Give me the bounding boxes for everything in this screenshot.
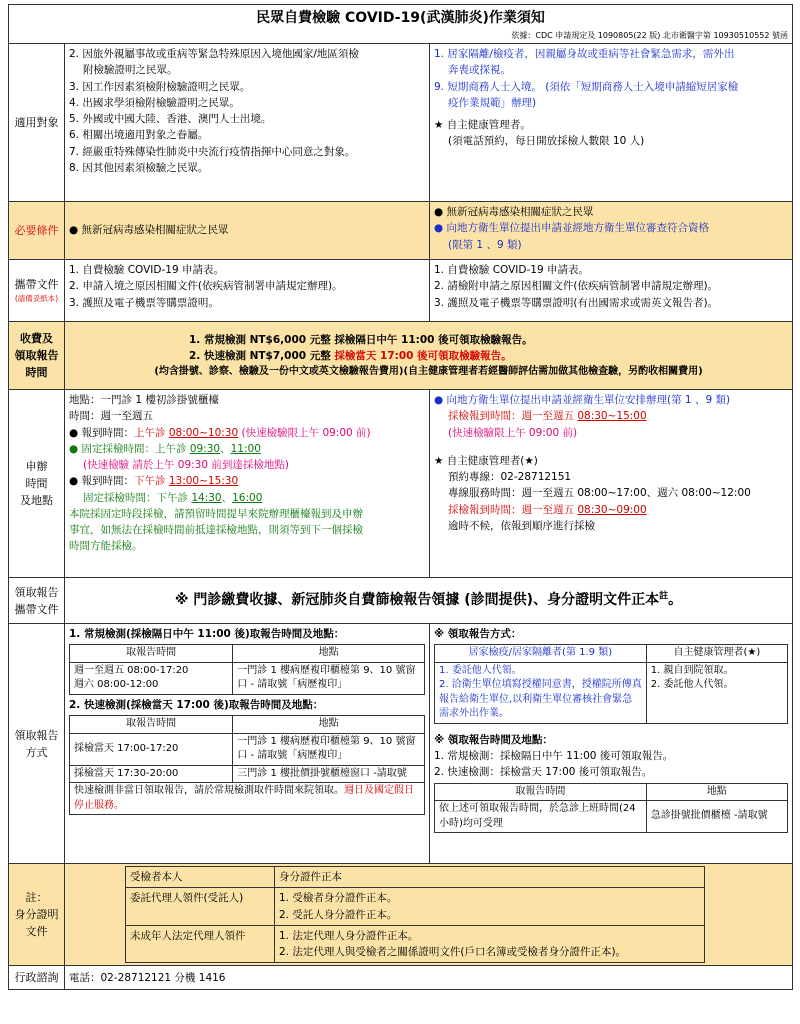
apply-right-report2 xyxy=(434,502,788,518)
fast-time: 採檢當天 17:00-17:20 xyxy=(70,733,233,765)
admin-row xyxy=(9,966,793,990)
apply-right-star: ★ 自主健康管理者(★) xyxy=(434,454,538,467)
applicable-item: 5. 外國或中國大陸、香港、澳門人士出境。 xyxy=(69,113,272,126)
apply-left xyxy=(65,390,430,578)
id-who: 受檢者本人 xyxy=(126,867,275,888)
apply-label: 申辦 xyxy=(25,460,48,473)
applicable-row xyxy=(9,44,793,202)
id-doc: 2. 法定代理人與受檢者之關係證明文件(戶口名簿或受檢者身分證件正本)。 xyxy=(279,946,627,959)
apply-am-report xyxy=(69,425,425,441)
receive-docs-end: 。 xyxy=(668,591,683,608)
receive-docs-label: 領取報告 xyxy=(14,585,59,599)
am-fixed-time-1: 09:30 xyxy=(189,442,221,455)
apply-pm-report xyxy=(69,473,425,489)
fast-note-cell xyxy=(70,783,425,815)
pickup-quarantine-cell xyxy=(435,662,647,723)
conditions-right xyxy=(430,202,793,260)
fast-time: 採檢當天 17:30-20:00 xyxy=(70,765,233,783)
basis-text: 依據：CDC 申請規定及 1090805(22 版) 北市衛醫字第 10930510552 號函 xyxy=(9,30,793,44)
apply-right-line: ● 向地方衛生單位提出申請並經衛生單位安排辦理(第 1 、9 類) xyxy=(434,394,731,407)
er-time: 依上述可領取報告時間，於急診上班時間(24 小時)均可受理 xyxy=(435,801,647,833)
am-report-session: 上午診 xyxy=(134,426,169,439)
method-fast-title: 2. 快速檢測(採檢當天 17:00 後)取報告時間及地點： xyxy=(69,698,324,711)
fees-content xyxy=(65,322,793,390)
applicable-item: 附檢驗證明之民眾。 xyxy=(83,64,178,77)
basis-row xyxy=(9,30,793,44)
apply-am-fixed xyxy=(69,441,425,457)
am-report-fast-note: (快速檢驗限上午 09:00 前) xyxy=(238,426,371,439)
pm-report-time: 13:00~15:30 xyxy=(168,475,239,488)
routine-time: 週六 08:00-12:00 xyxy=(74,679,159,691)
applicable-item: 2. 因旅外親屬事故或重病等緊急特殊原因入境他國家/地區須檢 xyxy=(69,48,359,61)
method-right-fast: 2. 快速檢測：採檢當天 17:00 後可領取報告。 xyxy=(434,766,653,779)
fees-label: 時間 xyxy=(25,366,48,380)
am-fixed-label: ● 固定採檢時間：上午診 xyxy=(69,442,190,455)
routine-table xyxy=(69,644,425,695)
apply-note: 時間方能採檢。 xyxy=(69,540,143,553)
er-col-place: 地點 xyxy=(646,783,787,801)
admin-label: 行政諮詢 xyxy=(9,966,65,990)
applicable-left xyxy=(65,44,430,202)
method-label: 方式 xyxy=(25,745,48,759)
applicable-item-self-health: ★ 自主健康管理者。 xyxy=(434,119,531,132)
method-left xyxy=(65,624,430,864)
applicable-item: 6. 相關出境適用對象之眷屬。 xyxy=(69,129,209,142)
applicable-item: 8. 因其他因素須檢驗之民眾。 xyxy=(69,161,209,174)
applicable-item: 3. 因工作因素須檢附檢驗證明之民眾。 xyxy=(69,80,251,93)
documents-left xyxy=(65,260,430,322)
applicable-right xyxy=(430,44,793,202)
id-doc-cell xyxy=(275,925,705,963)
pm-fixed-label: 固定採檢時間：下午診 xyxy=(83,491,192,504)
fast-note-holiday: 週日及國定假日停止服務。 xyxy=(74,785,414,811)
pm-fixed-time-2: 16:00 xyxy=(232,491,263,504)
fast-place: 一門診 1 樓病歷複印櫃檯第 9、10 號窗口 - 請取號「病歷複印」 xyxy=(233,733,425,765)
id-note-row xyxy=(9,864,793,966)
notice-sheet xyxy=(8,4,792,990)
receive-docs-content xyxy=(65,578,793,624)
page-title: 民眾自費檢驗 COVID-19(武漢肺炎)作業須知 xyxy=(9,5,793,30)
applicable-item-quarantine: 1. 居家隔離/檢疫者，因親屬身故或重病等社會緊急需求，需外出 xyxy=(434,48,735,61)
documents-row xyxy=(9,260,793,322)
fast-place: 三門診 1 樓批價掛號櫃檯窗口 -請取號 xyxy=(233,765,425,783)
right-report-label: 採檢報到時間：週一至週五 xyxy=(448,410,578,423)
fast-note: 快速檢測非當日領取報告，請於常規檢測取件時間來院領取。 xyxy=(74,785,344,797)
id-who: 未成年人法定代理人領件 xyxy=(126,925,275,963)
conditions-item: ● 無新冠病毒感染相關症狀之民眾 xyxy=(434,206,594,219)
id-note-content xyxy=(65,864,793,966)
id-note-label: 文件 xyxy=(25,925,48,939)
am-report-time: 08:00~10:30 xyxy=(168,426,239,439)
fast-col-place: 地點 xyxy=(233,716,425,734)
pickup-s-item: 2. 委託他人代領。 xyxy=(650,679,734,691)
apply-right xyxy=(430,390,793,578)
receive-docs-sup: 註 xyxy=(659,591,669,602)
method-right xyxy=(430,624,793,864)
receive-docs-text: ※ 門診繳費收據、新冠肺炎自費篩檢報告領據 (診間提供)、身分證明文件正本 xyxy=(174,591,660,608)
apply-right-service: 專線服務時間：週一至週五 08:00~17:00、週六 08:00~12:00 xyxy=(448,487,751,500)
applicable-item-self-health-note: (須電話預約，每日開放採檢人數限 10 人) xyxy=(448,135,645,148)
document-item: 2. 請檢附申請之原因相關文件(依疾病管制署申請規定辦理)。 xyxy=(434,280,719,293)
fee-fast xyxy=(69,348,788,364)
fee-fast-price: 2. 快速檢測 NT$7,000 元整 xyxy=(189,349,335,362)
applicable-item-business-cont: 疫作業規範」辦理) xyxy=(448,96,537,109)
id-doc: 1. 法定代理人身分證件正本。 xyxy=(279,929,419,942)
apply-note: 本院採固定時段採檢，請預留時間提早來院辦理櫃檯報到及申辦 xyxy=(69,507,363,520)
applicable-label: 適用對象 xyxy=(9,44,65,202)
fast-table xyxy=(69,715,425,815)
document-item: 3. 護照及電子機票等購票證明(有出國需求或需英文報告者)。 xyxy=(434,296,719,309)
id-doc: 2. 受託人身分證件正本。 xyxy=(279,908,398,921)
receive-docs-label-cell xyxy=(9,578,65,624)
document-item: 3. 護照及電子機票等購票證明。 xyxy=(69,296,219,309)
apply-right-late: 逾時不候，依報到順序進行採檢 xyxy=(448,519,595,532)
apply-time: 時間：週一至週五 xyxy=(69,410,153,423)
fee-fast-report: 採檢當天 17:00 後可領取檢驗報告。 xyxy=(334,349,512,362)
applicable-item-quarantine-cont: 奔喪或探視。 xyxy=(448,64,511,77)
method-row xyxy=(9,624,793,864)
apply-am-fast-note: (快速檢驗 請於上午 09:30 前到達採檢地點) xyxy=(83,459,289,472)
er-table xyxy=(434,783,788,834)
routine-time-cell xyxy=(70,662,233,694)
method-label-cell xyxy=(9,624,65,864)
id-who: 委託代理人領件(受託人) xyxy=(126,888,275,926)
apply-right-phone: 預約專線：02-28712151 xyxy=(448,471,572,484)
apply-label: 時間 xyxy=(25,477,48,491)
pm-report-session: 下午診 xyxy=(134,475,169,488)
id-note-label: 註： xyxy=(25,891,48,905)
conditions-row xyxy=(9,202,793,260)
notice-table xyxy=(8,4,793,990)
id-doc-cell xyxy=(275,888,705,926)
right-report-time: 08:30~15:00 xyxy=(577,410,647,423)
receive-docs-row xyxy=(9,578,793,624)
er-place: 急診掛號批價櫃檯 -請取號 xyxy=(646,801,787,833)
title-row xyxy=(9,5,793,30)
conditions-item: ● 向地方衛生單位提出申請並經地方衛生單位審查符合資格 xyxy=(434,222,709,235)
er-col-time: 取報告時間 xyxy=(435,783,647,801)
fees-label-cell xyxy=(9,322,65,390)
apply-right-report xyxy=(434,408,788,424)
fees-label: 收費及 xyxy=(20,332,53,345)
pickup-q-item: 1. 委託他人代領。 xyxy=(439,664,522,676)
fee-note: (均含掛號、診察、檢驗及一份中文或英文檢驗報告費用)(自主健康管理者若經醫師評估需加做其他檢查驗，另酌收相關費用) xyxy=(154,366,703,378)
apply-label-cell xyxy=(9,390,65,578)
method-routine-title: 1. 常規檢測(採檢隔日中午 11:00 後)取報告時間及地點： xyxy=(69,628,345,641)
fast-col-time: 取報告時間 xyxy=(70,716,233,734)
fee-routine: 1. 常規檢測 NT$6,000 元整 採檢隔日中午 11:00 後可領取檢驗報告。 xyxy=(189,333,533,346)
applicable-item: 4. 出國求學須檢附檢驗證明之民眾。 xyxy=(69,96,240,109)
conditions-label: 必要條件 xyxy=(9,202,65,260)
pickup-table xyxy=(434,644,788,724)
method-right-title: ※ 領取報告方式： xyxy=(434,628,522,641)
routine-col-time: 取報告時間 xyxy=(70,645,233,663)
receive-docs-label: 攜帶文件 xyxy=(14,602,59,616)
apply-pm-fixed xyxy=(69,490,425,506)
apply-label: 及地點 xyxy=(20,494,53,508)
pickup-col-self: 自主健康管理者(★) xyxy=(646,645,787,663)
am-fixed-time-2: 11:00 xyxy=(230,442,261,455)
conditions-item-cont: (限第 1 、9 類) xyxy=(448,238,522,251)
pickup-self-cell xyxy=(646,662,787,723)
pm-report-label: ● 報到時間： xyxy=(69,475,134,488)
id-doc: 1. 受檢者身分證件正本。 xyxy=(279,892,398,905)
apply-row xyxy=(9,390,793,578)
admin-text: 電話：02-28712121 分機 1416 xyxy=(65,966,793,990)
applicable-item-business: 9. 短期商務人士入境。 (須依「短期商務人士入境申請縮短居家檢 xyxy=(434,80,739,93)
id-note-label-cell xyxy=(9,864,65,966)
documents-label: 攜帶文件 xyxy=(14,278,59,292)
fees-label: 領取報告 xyxy=(14,349,59,363)
id-table xyxy=(125,866,705,963)
right-report2-time: 08:30~09:00 xyxy=(577,503,647,516)
am-fixed-sep: 、 xyxy=(220,442,231,455)
routine-time: 週一至週五 08:00-17:20 xyxy=(74,664,189,676)
apply-place: 地點：一門診 1 樓初診掛號櫃檯 xyxy=(69,394,219,407)
id-doc: 身分證件正本 xyxy=(275,867,705,888)
routine-col-place: 地點 xyxy=(233,645,425,663)
pm-fixed-sep: 、 xyxy=(221,491,233,504)
document-item: 2. 申請入境之原因相關文件(依疾病管制署申請規定辦理)。 xyxy=(69,280,343,293)
routine-place: 一門診 1 樓病歷複印櫃檯第 9、10 號窗口 - 請取號「病歷複印」 xyxy=(233,662,425,694)
apply-note: 事宜，如無法在採檢時間前抵達採檢地點，則須等到下一個採檢 xyxy=(69,524,363,537)
documents-label-cell xyxy=(9,260,65,322)
method-right-routine: 1. 常規檢測：採檢隔日中午 11:00 後可領取報告。 xyxy=(434,750,674,763)
documents-label-note: (請備妥紙本) xyxy=(14,294,59,304)
fees-row xyxy=(9,322,793,390)
method-label: 領取報告 xyxy=(14,728,59,742)
applicable-item: 7. 經嚴重特殊傳染性肺炎中央流行疫情指揮中心同意之對象。 xyxy=(69,145,356,158)
pm-fixed-time-1: 14:30 xyxy=(191,491,222,504)
conditions-left: ● 無新冠病毒感染相關症狀之民眾 xyxy=(65,202,430,260)
document-item: 1. 自費檢驗 COVID-19 申請表。 xyxy=(434,264,589,277)
pickup-col-quarantine: 居家檢疫/居家隔離者(第 1.9 類) xyxy=(435,645,647,663)
id-note-label: 身分證明 xyxy=(14,908,59,922)
pickup-q-item: 2. 洽衛生單位填寫授權同意書，授權院所傳真報告給衛生單位,以利衛生單位審核社會緊急需求外出作業。 xyxy=(439,679,642,720)
apply-right-fast: (快速檢驗限上午 09:00 前) xyxy=(448,426,578,439)
pickup-s-item: 1. 親自到院領取。 xyxy=(650,664,734,676)
am-report-label: ● 報到時間： xyxy=(69,426,134,439)
right-report2-label: 採檢報到時間：週一至週五 xyxy=(448,503,578,516)
documents-right xyxy=(430,260,793,322)
document-item: 1. 自費檢驗 COVID-19 申請表。 xyxy=(69,264,224,277)
method-right-time-title: ※ 領取報告時間及地點： xyxy=(434,733,553,746)
